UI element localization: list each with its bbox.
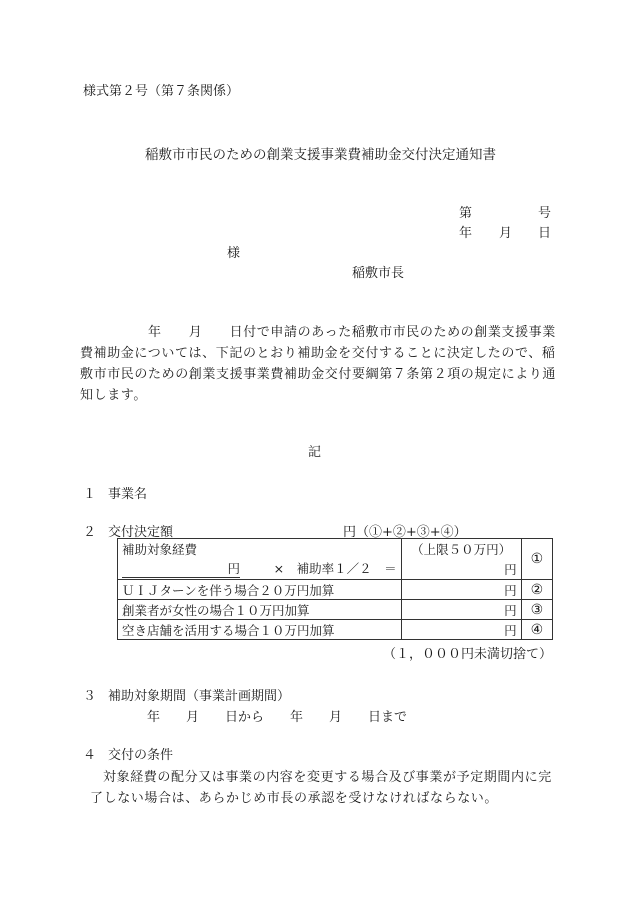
section-2-label: 交付決定額 xyxy=(108,525,174,540)
row-label: 創業者が女性の場合１０万円加算 xyxy=(118,600,402,620)
subsidy-amount-table xyxy=(117,538,553,640)
section-1-label: 事業名 xyxy=(108,487,148,502)
body-line: 年 月 日付で申請のあった稲敷市市民のための創業支援事業 xyxy=(80,325,556,340)
conditions-line: 対象経費の配分又は事業の内容を変更する場合及び事業が予定期間内に完 xyxy=(103,770,552,785)
row-yen: 円 xyxy=(401,600,521,620)
section-3-label: 補助対象期間（事業計画期間） xyxy=(108,689,291,704)
date-month: 月 xyxy=(499,226,513,241)
table-row xyxy=(118,580,553,600)
row-marker: ④ xyxy=(521,620,552,640)
rounding-note: （１，０００円未満切捨て） xyxy=(383,647,553,662)
addressee: 様 xyxy=(227,246,241,261)
sender: 稲敷市長 xyxy=(352,266,405,281)
row-marker: ① xyxy=(521,539,552,580)
row-label: 空き店舗を活用する場合１０万円加算 xyxy=(118,620,402,640)
upper-limit-note: （上限５０万円） xyxy=(411,542,512,557)
section-2-number: ２ xyxy=(83,525,97,540)
row-marker: ② xyxy=(521,580,552,600)
section-3-number: ３ xyxy=(83,689,97,704)
table-row xyxy=(118,539,553,580)
body-line: 知します。 xyxy=(80,388,147,403)
grant-amount-formula: 円（①+②+③+④） xyxy=(343,525,467,540)
document-title: 稲敷市市民のための創業支援事業費補助金交付決定通知書 xyxy=(145,147,496,163)
row-label: ＵＩＪターンを伴う場合２０万円加算 xyxy=(118,580,402,600)
table-row xyxy=(118,600,553,620)
subsidy-rate-formula: × 補助率１／２ ＝ xyxy=(273,561,397,576)
date-year: 年 xyxy=(459,226,473,241)
row-yen: 円 xyxy=(401,620,521,640)
project-period: 年 月 日から 年 月 日まで xyxy=(147,710,408,725)
body-line: 敷市市民のための創業支援事業費補助金交付要綱第７条第２項の規定により通 xyxy=(80,367,557,382)
row-marker: ③ xyxy=(521,600,552,620)
doc-number-go: 号 xyxy=(538,206,552,221)
section-1-number: １ xyxy=(83,487,97,502)
body-line: 費補助金については、下記のとおり補助金を交付することに決定したので、稲 xyxy=(80,346,556,361)
eligible-expense-cell xyxy=(118,539,402,580)
row-yen: 円 xyxy=(504,562,517,577)
eligible-expense-yen: 円 xyxy=(122,559,240,578)
doc-number-dai: 第 xyxy=(459,206,473,221)
eligible-expense-label: 補助対象経費 xyxy=(122,542,198,557)
section-4-number: ４ xyxy=(83,748,97,763)
row-yen: 円 xyxy=(401,580,521,600)
form-number: 様式第２号（第７条関係） xyxy=(83,84,240,99)
section-4-label: 交付の条件 xyxy=(108,748,174,763)
ki-heading: 記 xyxy=(308,445,322,460)
eligible-expense-value-cell xyxy=(401,539,521,580)
date-day: 日 xyxy=(538,226,552,241)
conditions-line: 了しない場合は、あらかじめ市長の承認を受けなければならない。 xyxy=(90,791,499,806)
table-row xyxy=(118,620,553,640)
